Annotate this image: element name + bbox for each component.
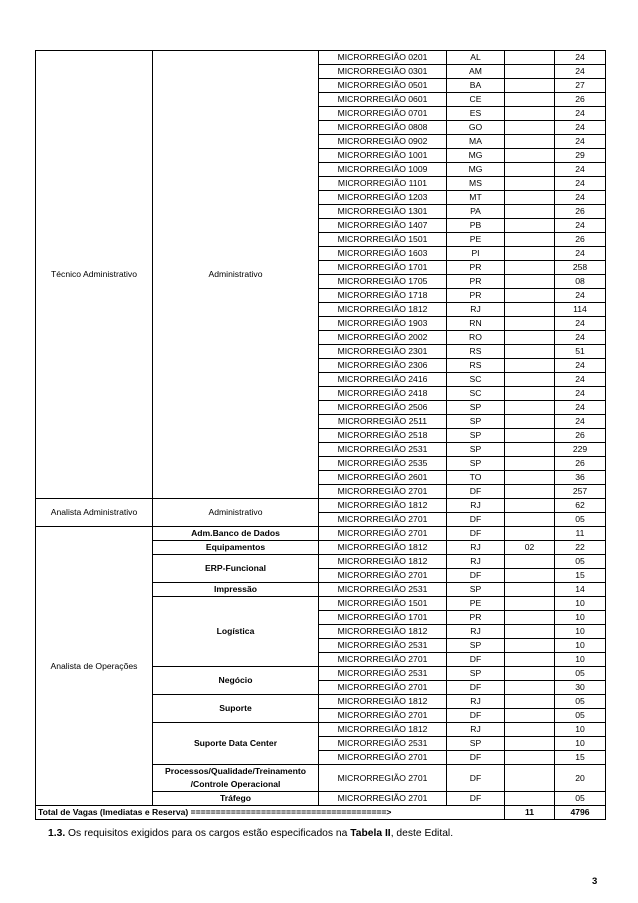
uf-cell: RJ: [447, 555, 505, 569]
vagas-cell: 24: [555, 415, 606, 429]
vagas-cell: 229: [555, 443, 606, 457]
microrregiao-cell: MICRORREGIÃO 1407: [319, 219, 447, 233]
area-cell: Suporte: [153, 695, 319, 723]
reserva-cell: [505, 107, 555, 121]
reserva-cell: [505, 135, 555, 149]
vagas-cell: 258: [555, 261, 606, 275]
microrregiao-cell: MICRORREGIÃO 0701: [319, 107, 447, 121]
vagas-cell: 62: [555, 499, 606, 513]
uf-cell: DF: [447, 527, 505, 541]
reserva-cell: [505, 681, 555, 695]
reserva-cell: [505, 359, 555, 373]
uf-cell: SC: [447, 387, 505, 401]
vagas-cell: 24: [555, 331, 606, 345]
microrregiao-cell: MICRORREGIÃO 2701: [319, 513, 447, 527]
area-cell: Administrativo: [153, 499, 319, 527]
reserva-cell: [505, 569, 555, 583]
reserva-cell: [505, 261, 555, 275]
microrregiao-cell: MICRORREGIÃO 2301: [319, 345, 447, 359]
reserva-cell: [505, 723, 555, 737]
uf-cell: MG: [447, 163, 505, 177]
vagas-cell: 26: [555, 457, 606, 471]
reserva-cell: [505, 429, 555, 443]
uf-cell: CE: [447, 93, 505, 107]
microrregiao-cell: MICRORREGIÃO 2701: [319, 792, 447, 806]
microrregiao-cell: MICRORREGIÃO 2701: [319, 709, 447, 723]
vagas-cell: 29: [555, 149, 606, 163]
vagas-cell: 15: [555, 569, 606, 583]
microrregiao-cell: MICRORREGIÃO 1812: [319, 499, 447, 513]
microrregiao-cell: MICRORREGIÃO 0301: [319, 65, 447, 79]
reserva-cell: [505, 65, 555, 79]
reserva-cell: [505, 737, 555, 751]
microrregiao-cell: MICRORREGIÃO 2531: [319, 639, 447, 653]
microrregiao-cell: MICRORREGIÃO 2306: [319, 359, 447, 373]
area-cell: Tráfego: [153, 792, 319, 806]
microrregiao-cell: MICRORREGIÃO 2531: [319, 737, 447, 751]
vagas-cell: 30: [555, 681, 606, 695]
reserva-cell: [505, 653, 555, 667]
uf-cell: DF: [447, 569, 505, 583]
area-cell: Impressão: [153, 583, 319, 597]
reserva-cell: [505, 51, 555, 65]
reserva-cell: [505, 247, 555, 261]
vagas-cell: 114: [555, 303, 606, 317]
uf-cell: SP: [447, 415, 505, 429]
microrregiao-cell: MICRORREGIÃO 2518: [319, 429, 447, 443]
microrregiao-cell: MICRORREGIÃO 2531: [319, 667, 447, 681]
microrregiao-cell: MICRORREGIÃO 2701: [319, 765, 447, 792]
uf-cell: RJ: [447, 723, 505, 737]
area-cell: ERP-Funcional: [153, 555, 319, 583]
reserva-cell: [505, 597, 555, 611]
microrregiao-cell: MICRORREGIÃO 1812: [319, 555, 447, 569]
reserva-cell: [505, 205, 555, 219]
microrregiao-cell: MICRORREGIÃO 1812: [319, 723, 447, 737]
microrregiao-cell: MICRORREGIÃO 2531: [319, 583, 447, 597]
microrregiao-cell: MICRORREGIÃO 2601: [319, 471, 447, 485]
requirements-note: [48, 828, 453, 839]
uf-cell: RN: [447, 317, 505, 331]
microrregiao-cell: MICRORREGIÃO 1812: [319, 625, 447, 639]
reserva-cell: [505, 401, 555, 415]
uf-cell: SP: [447, 667, 505, 681]
area-cell: Negócio: [153, 667, 319, 695]
reserva-cell: [505, 149, 555, 163]
reserva-cell: [505, 751, 555, 765]
uf-cell: PI: [447, 247, 505, 261]
uf-cell: PR: [447, 289, 505, 303]
vagas-cell: 24: [555, 177, 606, 191]
reserva-cell: [505, 121, 555, 135]
microrregiao-cell: MICRORREGIÃO 0808: [319, 121, 447, 135]
uf-cell: RS: [447, 359, 505, 373]
vagas-cell: 24: [555, 373, 606, 387]
uf-cell: SP: [447, 639, 505, 653]
vagas-cell: 10: [555, 597, 606, 611]
reserva-cell: [505, 792, 555, 806]
vagas-cell: 257: [555, 485, 606, 499]
uf-cell: PA: [447, 205, 505, 219]
reserva-cell: [505, 457, 555, 471]
total-row: [36, 806, 606, 820]
microrregiao-cell: MICRORREGIÃO 2701: [319, 653, 447, 667]
uf-cell: RJ: [447, 499, 505, 513]
reserva-cell: [505, 443, 555, 457]
area-cell: Suporte Data Center: [153, 723, 319, 765]
reserva-cell: [505, 555, 555, 569]
uf-cell: RO: [447, 331, 505, 345]
uf-cell: RJ: [447, 695, 505, 709]
vagas-cell: 24: [555, 219, 606, 233]
reserva-cell: [505, 79, 555, 93]
reserva-cell: [505, 93, 555, 107]
vagas-cell: 27: [555, 79, 606, 93]
reserva-cell: [505, 163, 555, 177]
reserva-cell: [505, 583, 555, 597]
uf-cell: DF: [447, 513, 505, 527]
microrregiao-cell: MICRORREGIÃO 1705: [319, 275, 447, 289]
microrregiao-cell: MICRORREGIÃO 1718: [319, 289, 447, 303]
uf-cell: GO: [447, 121, 505, 135]
microrregiao-cell: MICRORREGIÃO 2701: [319, 485, 447, 499]
total-vagas: 4796: [555, 806, 606, 820]
microrregiao-cell: MICRORREGIÃO 2418: [319, 387, 447, 401]
vagas-cell: 24: [555, 135, 606, 149]
reserva-cell: [505, 275, 555, 289]
microrregiao-cell: MICRORREGIÃO 0902: [319, 135, 447, 149]
reserva-cell: [505, 233, 555, 247]
microrregiao-cell: MICRORREGIÃO 1701: [319, 611, 447, 625]
area-cell: Adm.Banco de Dados: [153, 527, 319, 541]
microrregiao-cell: MICRORREGIÃO 1812: [319, 541, 447, 555]
vagas-cell: 24: [555, 387, 606, 401]
reserva-cell: [505, 177, 555, 191]
uf-cell: PR: [447, 261, 505, 275]
uf-cell: BA: [447, 79, 505, 93]
microrregiao-cell: MICRORREGIÃO 0601: [319, 93, 447, 107]
uf-cell: SC: [447, 373, 505, 387]
vagas-cell: 10: [555, 653, 606, 667]
vagas-cell: 24: [555, 247, 606, 261]
vagas-cell: 24: [555, 163, 606, 177]
microrregiao-cell: MICRORREGIÃO 1501: [319, 233, 447, 247]
uf-cell: PR: [447, 275, 505, 289]
uf-cell: RJ: [447, 541, 505, 555]
uf-cell: SP: [447, 401, 505, 415]
note-number: 1.3.: [48, 828, 66, 839]
reserva-cell: [505, 695, 555, 709]
microrregiao-cell: MICRORREGIÃO 1009: [319, 163, 447, 177]
vagas-cell: 05: [555, 709, 606, 723]
area-cell: Equipamentos: [153, 541, 319, 555]
microrregiao-cell: MICRORREGIÃO 2506: [319, 401, 447, 415]
cargo-cell: Analista de Operações: [36, 527, 153, 806]
cargo-cell: Técnico Administrativo: [36, 51, 153, 499]
vagas-cell: 22: [555, 541, 606, 555]
reserva-cell: [505, 667, 555, 681]
uf-cell: RJ: [447, 625, 505, 639]
uf-cell: AM: [447, 65, 505, 79]
vagas-cell: 36: [555, 471, 606, 485]
uf-cell: MT: [447, 191, 505, 205]
reserva-cell: [505, 303, 555, 317]
area-cell: Administrativo: [153, 51, 319, 499]
reserva-cell: [505, 289, 555, 303]
vagas-cell: 26: [555, 93, 606, 107]
uf-cell: DF: [447, 709, 505, 723]
total-reserva: 11: [505, 806, 555, 820]
microrregiao-cell: MICRORREGIÃO 2531: [319, 443, 447, 457]
vagas-cell: 51: [555, 345, 606, 359]
vacancy-table: [35, 50, 606, 820]
microrregiao-cell: MICRORREGIÃO 1501: [319, 597, 447, 611]
uf-cell: AL: [447, 51, 505, 65]
reserva-cell: [505, 471, 555, 485]
reserva-cell: [505, 387, 555, 401]
uf-cell: PE: [447, 233, 505, 247]
reserva-cell: [505, 527, 555, 541]
microrregiao-cell: MICRORREGIÃO 2002: [319, 331, 447, 345]
vagas-cell: 05: [555, 667, 606, 681]
uf-cell: TO: [447, 471, 505, 485]
uf-cell: SP: [447, 443, 505, 457]
vagas-cell: 24: [555, 107, 606, 121]
uf-cell: PB: [447, 219, 505, 233]
vagas-cell: 26: [555, 429, 606, 443]
reserva-cell: [505, 485, 555, 499]
vagas-cell: 14: [555, 583, 606, 597]
microrregiao-cell: MICRORREGIÃO 2701: [319, 527, 447, 541]
vagas-cell: 24: [555, 401, 606, 415]
microrregiao-cell: MICRORREGIÃO 1603: [319, 247, 447, 261]
vagas-cell: 08: [555, 275, 606, 289]
vagas-cell: 24: [555, 65, 606, 79]
note-text-after: , deste Edital.: [390, 828, 454, 839]
uf-cell: MG: [447, 149, 505, 163]
reserva-cell: [505, 191, 555, 205]
uf-cell: DF: [447, 653, 505, 667]
vacancy-table-body: [36, 51, 606, 820]
vagas-cell: 10: [555, 723, 606, 737]
note-text-before: Os requisitos exigidos para os cargos estão especificados na: [65, 828, 351, 839]
page-number: 3: [592, 876, 598, 887]
vagas-cell: 05: [555, 695, 606, 709]
reserva-cell: [505, 625, 555, 639]
uf-cell: MS: [447, 177, 505, 191]
microrregiao-cell: MICRORREGIÃO 2511: [319, 415, 447, 429]
uf-cell: SP: [447, 583, 505, 597]
uf-cell: ES: [447, 107, 505, 121]
vagas-cell: 24: [555, 289, 606, 303]
microrregiao-cell: MICRORREGIÃO 1812: [319, 695, 447, 709]
microrregiao-cell: MICRORREGIÃO 2535: [319, 457, 447, 471]
microrregiao-cell: MICRORREGIÃO 0501: [319, 79, 447, 93]
uf-cell: PE: [447, 597, 505, 611]
vagas-cell: 05: [555, 513, 606, 527]
uf-cell: PR: [447, 611, 505, 625]
uf-cell: DF: [447, 485, 505, 499]
uf-cell: RS: [447, 345, 505, 359]
microrregiao-cell: MICRORREGIÃO 1101: [319, 177, 447, 191]
uf-cell: DF: [447, 792, 505, 806]
reserva-cell: [505, 765, 555, 792]
reserva-cell: [505, 317, 555, 331]
vagas-cell: 11: [555, 527, 606, 541]
uf-cell: DF: [447, 751, 505, 765]
uf-cell: SP: [447, 737, 505, 751]
reserva-cell: [505, 709, 555, 723]
reserva-cell: [505, 513, 555, 527]
area-cell: Logística: [153, 597, 319, 667]
microrregiao-cell: MICRORREGIÃO 1203: [319, 191, 447, 205]
vagas-cell: 24: [555, 51, 606, 65]
cargo-cell: Analista Administrativo: [36, 499, 153, 527]
vagas-cell: 05: [555, 555, 606, 569]
reserva-cell: [505, 415, 555, 429]
reserva-cell: [505, 611, 555, 625]
table-row: [36, 527, 606, 541]
area-cell: Processos/Qualidade/Treinamento /Controle Operacional: [153, 765, 319, 792]
vagas-cell: 10: [555, 611, 606, 625]
uf-cell: DF: [447, 681, 505, 695]
microrregiao-cell: MICRORREGIÃO 0201: [319, 51, 447, 65]
uf-cell: RJ: [447, 303, 505, 317]
uf-cell: DF: [447, 765, 505, 792]
vagas-cell: 26: [555, 205, 606, 219]
vagas-cell: 24: [555, 317, 606, 331]
reserva-cell: [505, 331, 555, 345]
table-row: [36, 499, 606, 513]
note-bold-reference: Tabela II: [350, 828, 391, 839]
microrregiao-cell: MICRORREGIÃO 1001: [319, 149, 447, 163]
vagas-cell: 10: [555, 625, 606, 639]
vagas-cell: 10: [555, 639, 606, 653]
vagas-cell: 05: [555, 792, 606, 806]
vagas-cell: 24: [555, 191, 606, 205]
microrregiao-cell: MICRORREGIÃO 2701: [319, 751, 447, 765]
microrregiao-cell: MICRORREGIÃO 1812: [319, 303, 447, 317]
table-row: [36, 51, 606, 65]
reserva-cell: [505, 373, 555, 387]
reserva-cell: [505, 639, 555, 653]
microrregiao-cell: MICRORREGIÃO 1701: [319, 261, 447, 275]
reserva-cell: 02: [505, 541, 555, 555]
reserva-cell: [505, 499, 555, 513]
total-label: Total de Vagas (Imediatas e Reserva) =======================================>: [36, 806, 505, 820]
uf-cell: SP: [447, 457, 505, 471]
vagas-cell: 10: [555, 737, 606, 751]
vagas-cell: 15: [555, 751, 606, 765]
vagas-cell: 24: [555, 121, 606, 135]
vagas-cell: 24: [555, 359, 606, 373]
uf-cell: SP: [447, 429, 505, 443]
microrregiao-cell: MICRORREGIÃO 2416: [319, 373, 447, 387]
reserva-cell: [505, 345, 555, 359]
vagas-cell: 26: [555, 233, 606, 247]
reserva-cell: [505, 219, 555, 233]
uf-cell: MA: [447, 135, 505, 149]
microrregiao-cell: MICRORREGIÃO 2701: [319, 569, 447, 583]
vagas-cell: 20: [555, 765, 606, 792]
microrregiao-cell: MICRORREGIÃO 2701: [319, 681, 447, 695]
microrregiao-cell: MICRORREGIÃO 1301: [319, 205, 447, 219]
microrregiao-cell: MICRORREGIÃO 1903: [319, 317, 447, 331]
